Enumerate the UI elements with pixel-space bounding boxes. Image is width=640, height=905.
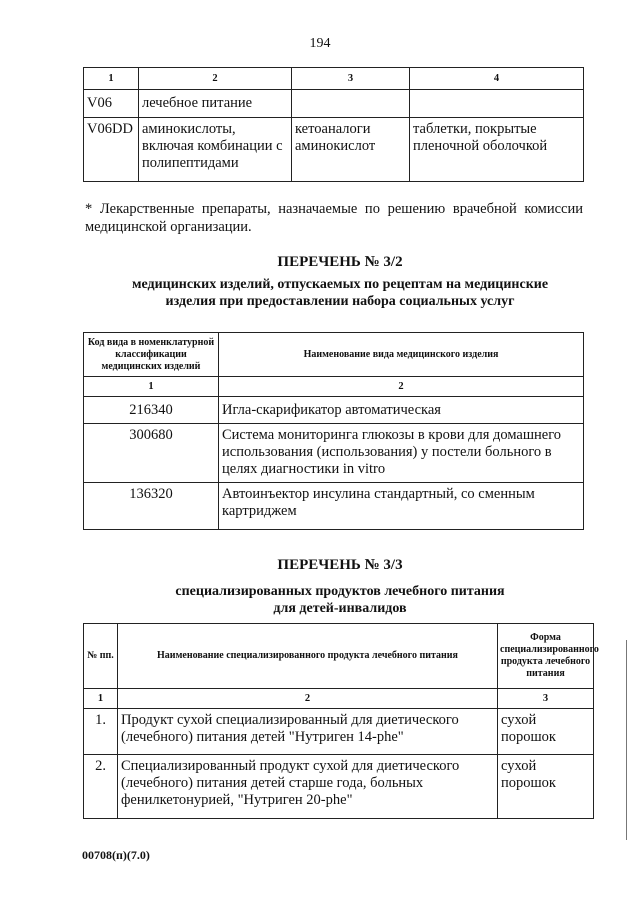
list-3-3-subtitle	[60, 583, 620, 617]
col-number: 4	[410, 68, 584, 90]
col-number: 1	[84, 377, 219, 397]
product-form: сухой порошок	[498, 755, 594, 819]
footnote: * Лекарственные препараты, назначаемые по решению врачебной комиссии медицинской организации.	[85, 201, 583, 235]
device-name: Система мониторинга глюкозы в крови для домашнего использования (использования) у постели больного в целях диагностики in vitro	[219, 424, 584, 483]
atc-code: V06	[84, 90, 139, 118]
product-name: Специализированный продукт сухой для диетического (лечебного) питания детей старше года, больных фенилкетонурией, "Нутриген 20-phe"	[118, 755, 498, 819]
header-number: № пп.	[84, 624, 118, 689]
subtitle-line: специализированных продуктов лечебного питания	[175, 584, 505, 599]
list-3-2-title: ПЕРЕЧЕНЬ № 3/2	[277, 254, 403, 270]
page-number: 194	[309, 36, 331, 51]
device-code: 216340	[84, 397, 219, 424]
nutrition-products-table	[83, 623, 599, 819]
table-row	[84, 424, 584, 483]
atc-group: лечебное питание	[139, 90, 292, 118]
row-number: 1.	[84, 709, 118, 755]
subtitle-line: для детей-инвалидов	[273, 601, 407, 616]
device-code: 136320	[84, 483, 219, 530]
dosage-form	[410, 90, 584, 118]
table-row	[84, 118, 584, 182]
column-numbers-row	[84, 377, 584, 397]
col-number: 3	[498, 689, 594, 709]
table-row	[84, 483, 584, 530]
col-number: 2	[139, 68, 292, 90]
col-number: 1	[84, 68, 139, 90]
col-number: 2	[118, 689, 498, 709]
substance: кетоаналоги аминокислот	[292, 118, 410, 182]
drug-table	[83, 67, 584, 182]
scan-margin-line	[626, 640, 627, 840]
medical-devices-table	[83, 332, 584, 530]
header-code: Код вида в номенклатурной классификации медицинских изделий	[84, 333, 219, 377]
column-numbers-row	[84, 68, 584, 90]
header-name: Наименование вида медицинского изделия	[219, 333, 584, 377]
list-3-3-title: ПЕРЕЧЕНЬ № 3/3	[277, 557, 403, 573]
product-form: сухой порошок	[498, 709, 594, 755]
device-code: 300680	[84, 424, 219, 483]
dosage-form: таблетки, покрытые пленочной оболочкой	[410, 118, 584, 182]
product-name: Продукт сухой специализированный для диетического (лечебного) питания детей "Нутриген 14-phe"	[118, 709, 498, 755]
list-3-2-subtitle	[60, 276, 620, 310]
subtitle-line: изделия при предоставлении набора социальных услуг	[165, 294, 515, 309]
col-number: 2	[219, 377, 584, 397]
row-number: 2.	[84, 755, 118, 819]
header-product-name: Наименование специализированного продукта лечебного питания	[118, 624, 498, 689]
table-header	[84, 624, 594, 689]
table-row	[84, 755, 594, 819]
atc-group: аминокислоты, включая комбинации с полипептидами	[139, 118, 292, 182]
atc-code: V06DD	[84, 118, 139, 182]
table-row	[84, 397, 584, 424]
device-name: Автоинъектор инсулина стандартный, со сменным картриджем	[219, 483, 584, 530]
header-product-form: Форма специализированного продукта лечебного питания	[498, 624, 594, 689]
substance	[292, 90, 410, 118]
col-number: 1	[84, 689, 118, 709]
document-code: 00708(п)(7.0)	[82, 848, 150, 862]
subtitle-line: медицинских изделий, отпускаемых по рецептам на медицинские	[131, 277, 549, 292]
col-number: 3	[292, 68, 410, 90]
table-row	[84, 709, 594, 755]
column-numbers-row	[84, 689, 594, 709]
device-name: Игла-скарификатор автоматическая	[219, 397, 584, 424]
table-row	[84, 90, 584, 118]
table-header	[84, 333, 584, 377]
